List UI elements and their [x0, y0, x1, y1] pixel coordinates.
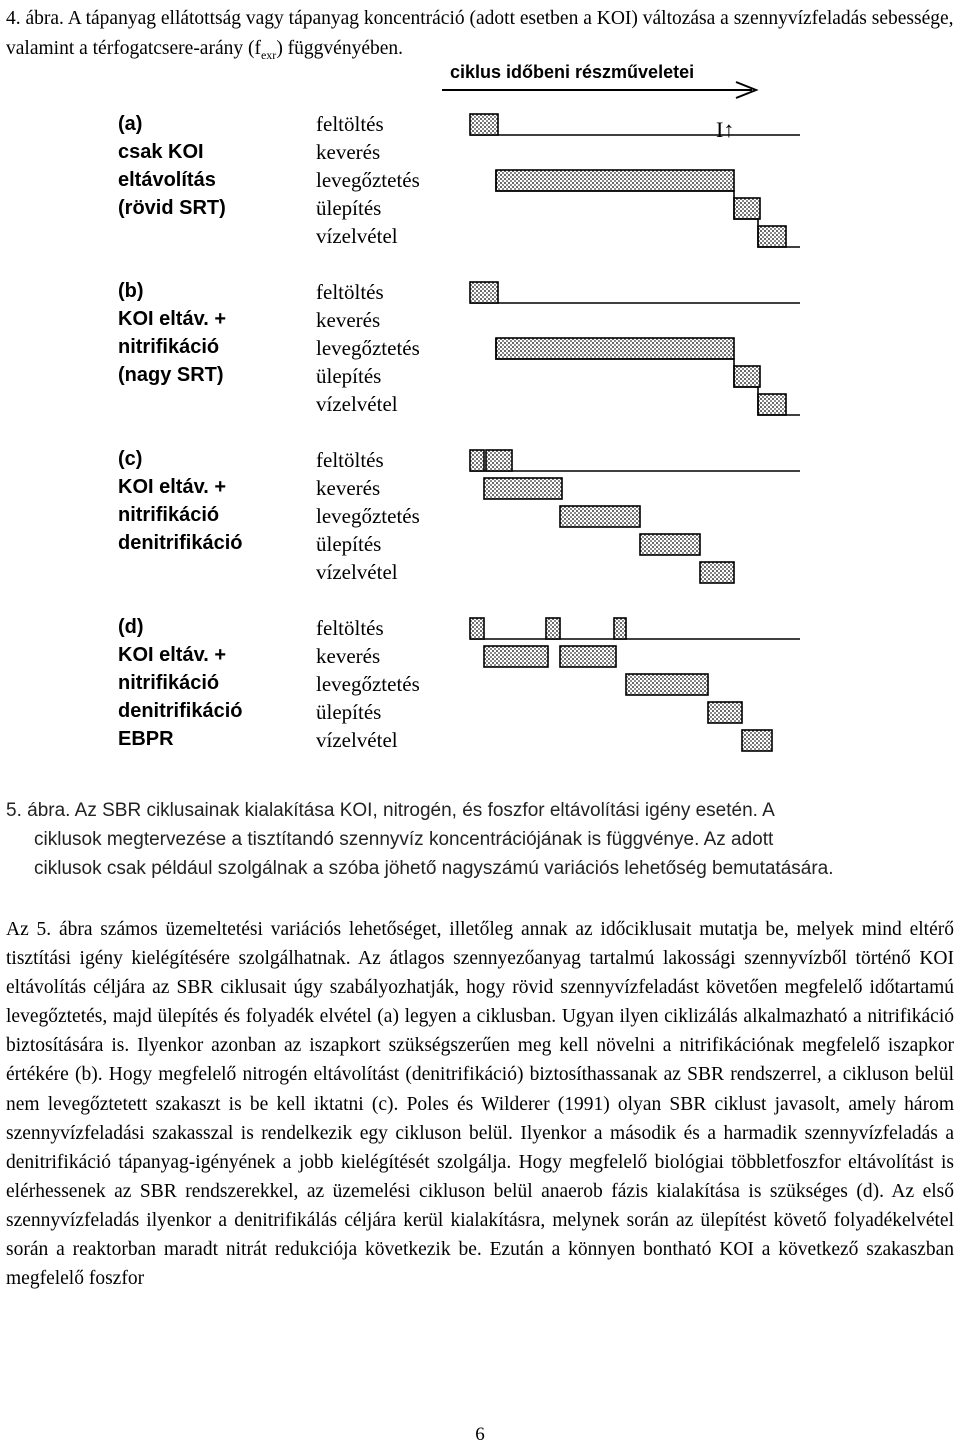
figure-4-caption: 4. ábra. A tápanyag ellátottság vagy tápanyag koncentráció (adott esetben a KOI) változása a szennyvízfeladás sebessége, valamint a térfogatcsere-arány $(f_{exr})$ függvényében.	[6, 8, 954, 62]
figure-5-caption: 5. ábra. Az SBR ciklusainak kialakítása KOI, nitrogén, és foszfor eltávolítási igény esetén. A ciklusok megtervezése a tisztítandó szennyvíz koncentrációjának is függvénye. Az adott ciklusok csak például szolgálnak a szóba jöhető nagyszámú variációs lehetőség bemutatására.	[6, 800, 834, 879]
decant-bar	[758, 394, 786, 415]
section-d-desc: nitrifikáció	[118, 672, 220, 694]
settle-bar	[734, 198, 760, 219]
section-a-desc: csak KOI	[118, 141, 204, 163]
phase-label: vízelvétel	[316, 560, 398, 584]
phase-label: ülepítés	[316, 532, 382, 556]
sbr-cycle-diagram	[0, 58, 960, 770]
phase-label: levegőztetés	[316, 672, 420, 696]
aerate-bar	[626, 674, 708, 695]
decant-bar	[758, 226, 786, 247]
section-c-desc: denitrifikáció	[118, 532, 243, 554]
phase-label: keverés	[316, 476, 381, 500]
section-a-desc: (rövid SRT)	[118, 197, 226, 219]
phase-label: vízelvétel	[316, 224, 398, 248]
aerate-bar	[496, 170, 734, 191]
fill-bar	[470, 618, 484, 639]
phase-label: vízelvétel	[316, 728, 398, 752]
page-number: 6	[475, 1424, 485, 1445]
section-b-desc: KOI eltáv. +	[118, 308, 227, 330]
settle-bar	[734, 366, 760, 387]
body-paragraph: Az 5. ábra számos üzemeltetési variációs lehetőséget, illetőleg annak az időciklusait mutatja be, melyek mind eltérő tisztítási igény kielégítésére szolgálhatnak. Az átlagos szennyezőanyag tartalmú lakossági szennyvízből történő KOI eltávolítás céljára az SBR ciklusait úgy szabályozhatják, hogy rövid szennyvízfeladást követően megfelelő időtartamú levegőztetés, majd ülepítés és folyadék elvétel (a) legyen a ciklusban. Ugyan ilyen ciklizálás alkalmazható a nitrifikáció biztosítására is. Ilyenkor azonban az iszapkort szükségszerűen meg kell növelni a nitrifikációnak megfelelő iszapkor értékére (b). Hogy megfelelő nitrogén eltávolítást (denitrifikáció) biztosíthassanak az SBR rendszerrel, a cikluson belül nem levegőztetett szakaszt is be kell iktatni (c). Poles és Wilderer (1991) olyan SBR ciklust javasolt, amely három szennyvízfeladási szakasszal is rendelkezik egy cikluson belül. Ilyenkor a második és a harmadik szennyvízfeladás a denitrifikáció tápanyag-igényének a jobb kielégítését szolgálja. Hogy megfelelő biológiai többletfoszfor eltávolítást is elérhessenek az SBR rendszerekkel, az üzemelési cikluson belül anaerob fázis kialakítása is szükséges (d). Az első szennyvízfeladás ilyenkor a denitrifikálás céljára kerül kialakításra, melynek során az ülepítést követő folyadékelvétel során a reaktorban maradt nitrát redukciója következik be. Ezután a könnyen bontható KOI a következő szakaszban megfelelő foszfor	[6, 919, 954, 1290]
phase-label: vízelvétel	[316, 392, 398, 416]
phase-label: ülepítés	[316, 700, 382, 724]
section-c-desc: nitrifikáció	[118, 504, 220, 526]
section-d-label: (d)	[118, 616, 144, 638]
phase-label: levegőztetés	[316, 336, 420, 360]
aerate-bar	[560, 506, 640, 527]
phase-label: levegőztetés	[316, 168, 420, 192]
phase-label: feltöltés	[316, 616, 384, 640]
mix-bar	[484, 478, 562, 499]
phase-label: feltöltés	[316, 112, 384, 136]
mix-bar	[560, 646, 616, 667]
phase-label: levegőztetés	[316, 504, 420, 528]
settle-bar	[708, 702, 742, 723]
mix-bar	[484, 646, 548, 667]
phase-label: feltöltés	[316, 280, 384, 304]
fill-bar	[470, 282, 498, 303]
figure-title: ciklus időbeni részműveletei	[450, 62, 695, 82]
section-b-label: (b)	[118, 280, 144, 302]
phase-label: keverés	[316, 644, 381, 668]
fill-bar	[614, 618, 626, 639]
phase-label: keverés	[316, 308, 381, 332]
section-a-desc: eltávolítás	[118, 169, 216, 191]
settle-bar	[640, 534, 700, 555]
fill-bar	[546, 618, 560, 639]
section-a-label: (a)	[118, 113, 143, 135]
section-c-label: (c)	[118, 448, 143, 470]
fill-bar	[486, 450, 512, 471]
section-c-desc: KOI eltáv. +	[118, 476, 227, 498]
phase-label: ülepítés	[316, 364, 382, 388]
aerate-bar	[496, 338, 734, 359]
section-d-desc: denitrifikáció	[118, 700, 243, 722]
section-d-desc: EBPR	[118, 728, 174, 750]
fill-bar	[470, 114, 498, 135]
decant-bar	[742, 730, 772, 751]
decant-bar	[700, 562, 734, 583]
time-symbol: I↑	[716, 117, 735, 142]
fill-bar	[470, 450, 484, 471]
section-d-desc: KOI eltáv. +	[118, 644, 227, 666]
phase-label: ülepítés	[316, 196, 382, 220]
phase-label: feltöltés	[316, 448, 384, 472]
section-b-desc: (nagy SRT)	[118, 364, 224, 386]
phase-label: keverés	[316, 140, 381, 164]
section-b-desc: nitrifikáció	[118, 336, 220, 358]
